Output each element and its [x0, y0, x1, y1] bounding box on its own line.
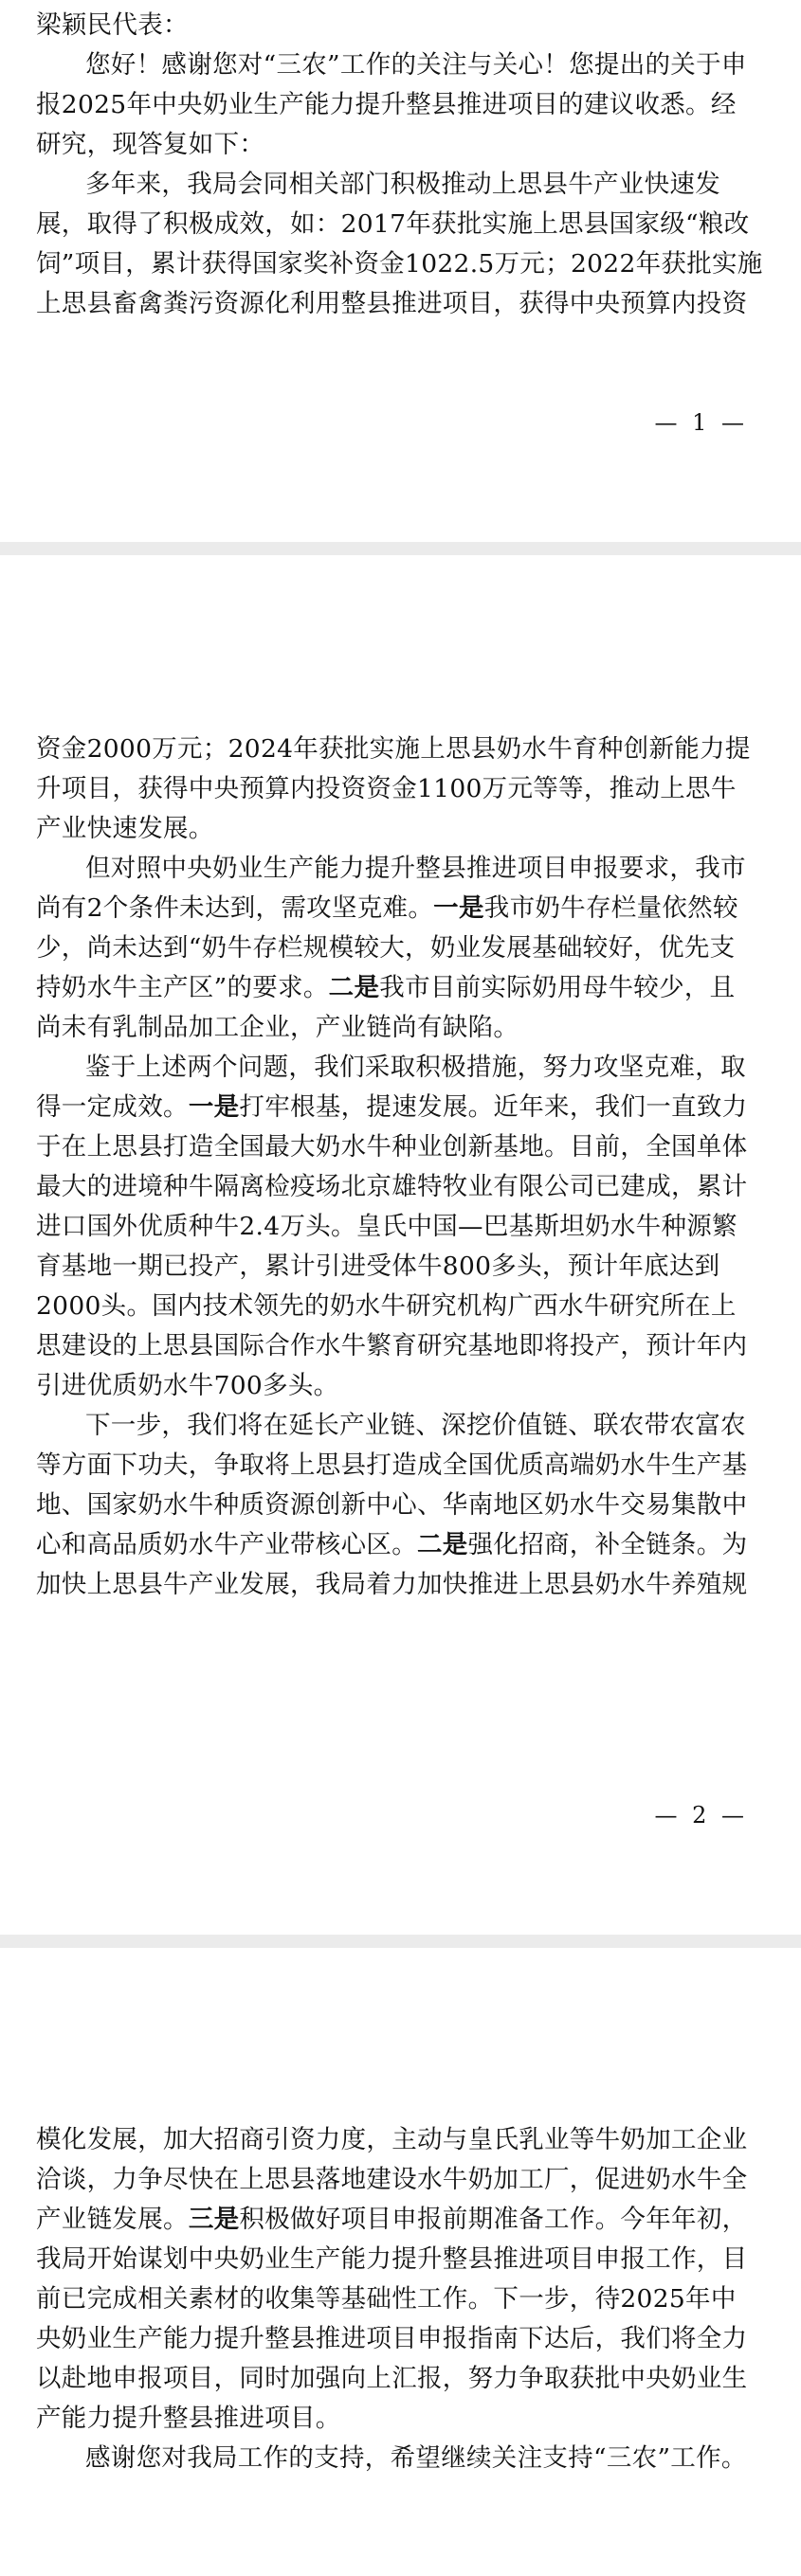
paragraph-line: 加快上思县牛产业发展，我局着力加快推进上思县奶水牛养殖规: [36, 1570, 748, 1599]
line-text: 尚有2个条件未达到，需攻坚克难。: [36, 893, 434, 923]
paragraph-line: 资金2000万元；2024年获批实施上思县奶水牛育种创新能力提: [36, 734, 751, 764]
paragraph-line: 我局开始谋划中央奶业生产能力提升整县推进项目申报工作，目: [36, 2244, 748, 2274]
closing-line: 感谢您对我局工作的支持，希望继续关注支持“三农”工作。: [85, 2443, 747, 2473]
paragraph-line: 升项目，获得中央预算内投资资金1100万元等等，推动上思牛: [36, 774, 737, 803]
paragraph-line: 上思县畜禽粪污资源化利用整县推进项目，获得中央预算内投资: [36, 289, 748, 318]
document-page-1: [0, 0, 801, 542]
paragraph-line: 等方面下功夫，争取将上思县打造成全国优质高端奶水牛生产基: [36, 1450, 748, 1480]
paragraph-line: 展，取得了积极成效，如：2017年获批实施上思县国家级“粮改: [36, 209, 750, 239]
paragraph-line: 产业快速发展。: [36, 814, 214, 843]
emphasis: 三是: [188, 2205, 240, 2234]
emphasis: 一是: [433, 893, 484, 923]
paragraph-line: [36, 1525, 765, 1565]
paragraph-line: 产能力提升整县推进项目。: [36, 2404, 341, 2433]
paragraph-line: 引进优质奶水牛700多头。: [36, 1371, 339, 1400]
line-text: 得一定成效。: [36, 1092, 189, 1122]
paragraph-line: 您好！感谢您对“三农”工作的关注与关心！您提出的关于申: [85, 50, 747, 80]
emphasis: 一是: [188, 1092, 240, 1122]
page-gap: [0, 542, 801, 555]
line-text: 心和高品质奶水牛产业带核心区。: [36, 1530, 417, 1559]
paragraph-line: 于在上思县打造全国最大奶水牛种业创新基地。目前，全国单体: [36, 1132, 748, 1162]
line-text: 积极做好项目申报前期准备工作。今年年初，: [239, 2205, 748, 2234]
paragraph-line: 鉴于上述两个问题，我们采取积极措施，努力攻坚克难，取: [85, 1053, 746, 1082]
paragraph-line: 少，尚未达到“奶牛存栏规模较大，奶业发展基础较好，优先支: [36, 933, 736, 963]
document-page-3: [0, 1948, 801, 2576]
line-text: 打牢根基，提速发展。近年来，我们一直致力: [239, 1092, 748, 1122]
paragraph-line: 育基地一期已投产，累计引进受体牛800多头，预计年底达到: [36, 1252, 720, 1281]
paragraph-line: 央奶业生产能力提升整县推进项目申报指南下达后，我们将全力: [36, 2324, 748, 2353]
line-text: 我市目前实际奶用母牛较少，且: [379, 973, 736, 1002]
salutation: 梁颖民代表：: [36, 10, 189, 40]
paragraph-line: 研究，现答复如下：: [36, 130, 265, 159]
line-text: 我市奶牛存栏量依然较: [483, 893, 738, 923]
paragraph-line: 思建设的上思县国际合作水牛繁育研究基地即将投产，预计年内: [36, 1331, 748, 1360]
paragraph-line: 进口国外优质种牛2.4万头。皇氏中国—巴基斯坦奶水牛种源繁: [36, 1212, 737, 1241]
paragraph-line: 2000头。国内技术领先的奶水牛研究机构广西水牛研究所在上: [36, 1291, 737, 1321]
line-text: 强化招商，补全链条。为: [467, 1530, 748, 1559]
paragraph-line: 最大的进境种牛隔离检疫场北京雄特牧业有限公司已建成，累计: [36, 1172, 748, 1201]
paragraph-line: 饲”项目，累计获得国家奖补资金1022.5万元；2022年获批实施: [36, 249, 763, 279]
paragraph-line: 尚未有乳制品加工企业，产业链尚有缺陷。: [36, 1013, 519, 1042]
paragraph-line: [36, 889, 765, 928]
paragraph-line: 以赴地申报项目，同时加强向上汇报，努力争取获批中央奶业生: [36, 2364, 748, 2393]
paragraph-line: 模化发展，加大招商引资力度，主动与皇氏乳业等牛奶加工企业: [36, 2125, 748, 2154]
paragraph-line: 地、国家奶水牛种质资源创新中心、华南地区奶水牛交易集散中: [36, 1490, 748, 1520]
document-page-2: [0, 555, 801, 1935]
paragraph-line: 前已完成相关素材的收集等基础性工作。下一步，待2025年中: [36, 2284, 737, 2314]
page-number: — 2 —: [654, 1802, 748, 1828]
paragraph-line: 多年来，我局会同相关部门积极推动上思县牛产业快速发: [85, 170, 720, 199]
paragraph-line: 报2025年中央奶业生产能力提升整县推进项目的建议收悉。经: [36, 90, 737, 119]
paragraph-line: [36, 968, 765, 1008]
emphasis: 二是: [328, 973, 380, 1002]
paragraph-line: 洽谈，力争尽快在上思县落地建设水牛奶加工厂，促进奶水牛全: [36, 2165, 748, 2194]
line-text: 产业链发展。: [36, 2205, 189, 2234]
emphasis: 二是: [417, 1530, 468, 1559]
paragraph-line: [36, 1088, 765, 1127]
paragraph-line: 下一步，我们将在延长产业链、深挖价值链、联农带农富农: [85, 1411, 746, 1440]
page-number: — 1 —: [654, 409, 748, 436]
page-gap: [0, 1935, 801, 1948]
paragraph-line: [36, 2200, 765, 2240]
line-text: 持奶水牛主产区”的要求。: [36, 973, 329, 1002]
paragraph-line: 但对照中央奶业生产能力提升整县推进项目申报要求，我市: [85, 854, 746, 883]
